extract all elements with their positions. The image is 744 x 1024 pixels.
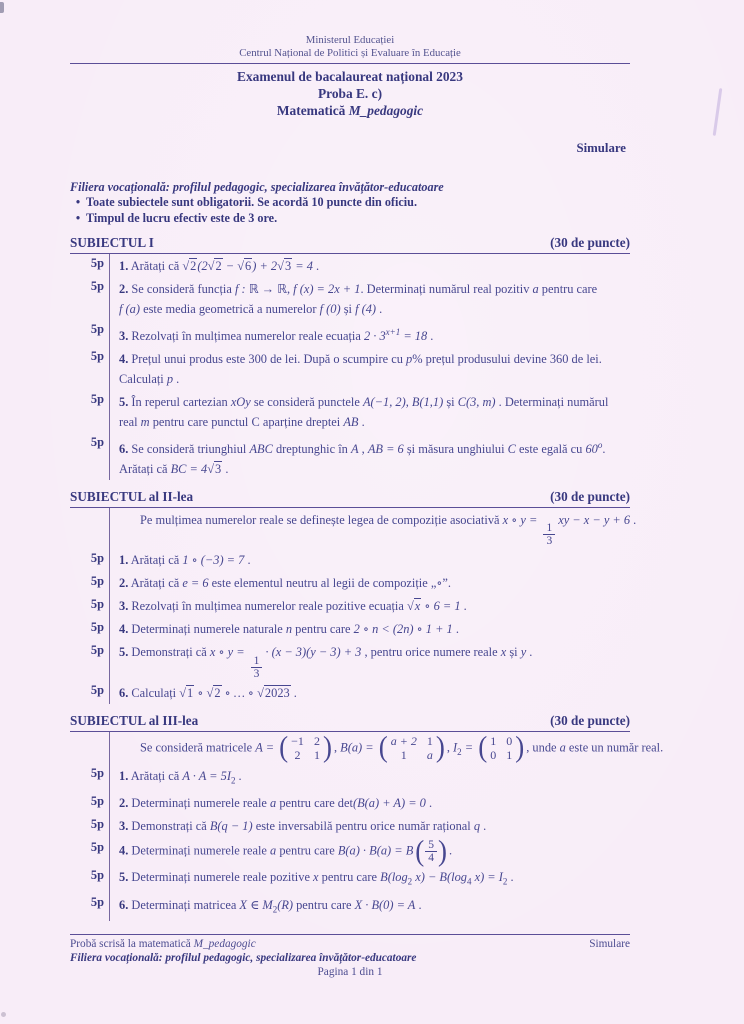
subjects-container bbox=[70, 235, 664, 921]
subject-line bbox=[70, 102, 630, 119]
proba-line: Proba E. c) bbox=[317, 86, 383, 101]
subject-header bbox=[70, 489, 630, 508]
item-text-line: Arătați că BC = 4√3 . bbox=[119, 461, 229, 476]
points-label: 5p bbox=[90, 895, 104, 910]
subject-items bbox=[70, 254, 630, 480]
exam-item-row bbox=[70, 618, 630, 641]
item-text-line: 1. Arătați că √2(2√2 − √6) + 2√3 = 4 . bbox=[119, 258, 320, 273]
footer-proba bbox=[70, 937, 256, 951]
item-text bbox=[109, 866, 630, 893]
fraction: $\frac{1}{3}$ bbox=[251, 655, 263, 680]
sqrt-expression: √3 bbox=[207, 461, 222, 476]
exam-item-row bbox=[70, 549, 630, 572]
filiera-line: Filiera vocațională: profilul pedagogic, specializarea învățător-educatoare bbox=[70, 180, 444, 194]
bullet-icon: • bbox=[75, 195, 81, 209]
points-label: 5p bbox=[90, 793, 104, 808]
points-label: 5p bbox=[90, 435, 104, 450]
points-label: 5p bbox=[90, 816, 104, 831]
points-label: 5p bbox=[90, 596, 104, 611]
points-label: 5p bbox=[90, 766, 104, 781]
sqrt-expression: √2023 bbox=[257, 685, 290, 700]
footer-rule bbox=[70, 934, 630, 935]
center-line: Centrul Național de Politici și Evaluare în Educație bbox=[239, 47, 461, 59]
ministry-line: Ministerul Educației bbox=[305, 34, 395, 46]
exam-item-row bbox=[70, 595, 630, 618]
item-text-line: 3. Rezolvați în mulțimea numerelor reale pozitive ecuația √x ∘ 6 = 1 . bbox=[119, 599, 467, 614]
exam-item-row bbox=[70, 681, 630, 704]
points-label: 5p bbox=[90, 349, 104, 364]
item-text bbox=[109, 508, 636, 548]
footer-page-number: Pagina 1 din 1 bbox=[317, 966, 383, 978]
item-text-line: f (a) este media geometrică a numerelor f (0) și f (4) . bbox=[119, 301, 383, 316]
matrix-2x2: ( 1 0 0 1 ) bbox=[478, 731, 525, 764]
item-text-line: 2. Determinați numerele reale a pentru care det(B(a) + A) = 0 . bbox=[119, 796, 433, 811]
subject-points: (30 de puncte) bbox=[550, 235, 630, 250]
instruction-bullet-1 bbox=[70, 195, 630, 211]
sqrt-expression: √3 bbox=[277, 258, 292, 273]
item-text-line: 4. Determinați numerele reale a pentru care B(a) · B(a) = B ( 5 4 ) . bbox=[119, 834, 453, 867]
item-text-line: 2. Arătați că e = 6 este elementul neutru al legii de compoziție „∘”. bbox=[119, 576, 452, 591]
exam-item-row bbox=[70, 390, 630, 433]
exam-item-row bbox=[70, 277, 630, 320]
subject-section bbox=[70, 713, 664, 920]
subject-points: (30 de puncte) bbox=[550, 489, 630, 505]
pen-mark-artifact bbox=[713, 88, 723, 136]
item-text bbox=[109, 254, 630, 277]
item-text bbox=[109, 641, 630, 681]
footer-line-1 bbox=[70, 937, 630, 951]
item-text-line: 2. Se consideră funcția f : ℝ → ℝ, f (x) = 2x + 1. Determinați numărul real pozitiv a pentru care bbox=[119, 281, 598, 296]
item-text-line: 1. Arătați că $A \cdot A = 5I_2$ . bbox=[119, 768, 242, 786]
document-body bbox=[70, 0, 664, 921]
points-label: 5p bbox=[90, 279, 104, 293]
points-label bbox=[70, 732, 109, 764]
subject-title: SUBIECTUL I bbox=[70, 235, 154, 250]
instruction-text: Toate subiectele sunt obligatorii. Se acordă 10 puncte din oficiu. bbox=[86, 195, 417, 209]
subject-title: SUBIECTUL al III-lea bbox=[70, 713, 199, 729]
exam-item-row bbox=[70, 433, 630, 480]
item-text bbox=[109, 893, 630, 920]
sqrt-expression: √6 bbox=[237, 258, 252, 273]
exam-item-row bbox=[70, 815, 630, 838]
item-text-line: 3. Demonstrați că B(q − 1) este inversabilă pentru orice număr rațional q . bbox=[119, 819, 487, 834]
item-text-line: 5. Demonstrați că x ∘ y = $\frac{1}{3}$ · (x − 3)(y − 3) + 3 , pentru orice numere reale x și y . bbox=[119, 645, 533, 680]
item-text-line: 6. Determinați matricea X ∈ $M_2(R)$ pentru care X · B(0) = A . bbox=[119, 897, 422, 915]
points-label: 5p bbox=[90, 683, 104, 698]
item-text-line: 6. Se consideră triunghiul ABC dreptunghic în A , AB = 6 și măsura unghiului C este egală cu 60$^o$. bbox=[119, 439, 606, 456]
document-header bbox=[70, 34, 630, 156]
matrix-2x2: ( −1 2 2 1 ) bbox=[279, 731, 332, 764]
subject-items bbox=[70, 508, 637, 704]
subject-points: (30 de puncte) bbox=[550, 713, 630, 729]
subject-intro-row bbox=[70, 508, 637, 548]
exam-item-row bbox=[70, 764, 630, 791]
item-text bbox=[109, 390, 630, 433]
points-label bbox=[70, 508, 109, 548]
exam-item-row bbox=[70, 347, 630, 390]
footer-proba-variant: M_pedagogic bbox=[193, 938, 256, 950]
sqrt-expression: √1 bbox=[179, 685, 194, 700]
subject-variant: M_pedagogic bbox=[348, 103, 424, 118]
sqrt-expression: √2 bbox=[207, 258, 222, 273]
item-text-line: Se consideră matricele A = ( −1 2 2 1 ) , B(a) = ( a + 2 1 1 a ) , $I_2$ = ( 1 0 0 1 ) , unde a este un număr real. bbox=[140, 731, 664, 764]
document-footer bbox=[70, 934, 630, 979]
sqrt-expression: √2 bbox=[182, 258, 197, 273]
exam-item-row bbox=[70, 254, 630, 277]
item-text bbox=[109, 815, 630, 838]
exam-item-row bbox=[70, 866, 630, 893]
item-text bbox=[109, 732, 663, 764]
item-text bbox=[109, 320, 630, 347]
footer-session-label: Simulare bbox=[589, 938, 630, 950]
item-text-line: 4. Prețul unui produs este 300 de lei. După o scumpire cu p% prețul produsului devine 360 de lei. bbox=[119, 351, 602, 366]
item-text bbox=[109, 764, 630, 791]
exam-item-row bbox=[70, 893, 630, 920]
item-text-line: 4. Determinați numerele naturale n pentru care 2 ∘ n < (2n) ∘ 1 + 1 . bbox=[119, 622, 459, 637]
points-label: 5p bbox=[90, 256, 104, 270]
fraction: $\frac{1}{3}$ bbox=[543, 522, 555, 547]
item-text-line: 3. Rezolvați în mulțimea numerelor reale ecuația $2 \cdot 3^{x+1} = 18$ . bbox=[119, 326, 434, 343]
item-text bbox=[109, 549, 630, 572]
subject-section bbox=[70, 235, 630, 480]
item-text bbox=[109, 681, 630, 704]
scan-smudge-bottom-left bbox=[1, 1012, 6, 1017]
item-text-line: Calculați p . bbox=[119, 371, 180, 386]
points-label: 5p bbox=[90, 322, 104, 336]
exam-title: Examenul de bacalaureat național 2023 bbox=[237, 69, 463, 84]
header-rule bbox=[70, 63, 630, 64]
fraction: 5 4 bbox=[425, 839, 437, 864]
item-text bbox=[109, 347, 630, 390]
exam-item-row bbox=[70, 320, 630, 347]
subject-title: SUBIECTUL al II-lea bbox=[70, 489, 194, 505]
bullet-icon: • bbox=[75, 210, 81, 225]
subject-name: Matematică bbox=[276, 103, 349, 118]
item-text bbox=[109, 433, 630, 480]
subject-section bbox=[70, 489, 637, 704]
exam-item-row bbox=[70, 641, 630, 681]
item-text-line: real m pentru care punctul C aparține dreptei AB . bbox=[119, 414, 365, 429]
item-text bbox=[109, 572, 630, 595]
points-label: 5p bbox=[90, 839, 104, 854]
points-label: 5p bbox=[90, 867, 104, 882]
item-text bbox=[109, 792, 630, 815]
points-label: 5p bbox=[90, 619, 104, 634]
exam-item-row bbox=[70, 572, 630, 595]
points-label: 5p bbox=[90, 573, 104, 588]
instruction-bullet-2 bbox=[70, 211, 630, 227]
subject-header bbox=[70, 713, 630, 732]
subject-header bbox=[70, 235, 630, 254]
sqrt-expression: √2 bbox=[206, 685, 221, 700]
exam-item-row bbox=[70, 834, 630, 867]
item-text bbox=[109, 834, 630, 867]
subject-items bbox=[70, 731, 664, 920]
exam-item-row bbox=[70, 792, 630, 815]
scan-smudge-top-left bbox=[0, 2, 4, 13]
item-text bbox=[109, 618, 630, 641]
points-label: 5p bbox=[90, 392, 104, 407]
item-text-line: 5. În reperul cartezian xOy se consideră punctele A(−1, 2), B(1,1) și C(3, m) . Determinați numărul bbox=[119, 394, 609, 409]
matrix-2x2: ( a + 2 1 1 a ) bbox=[378, 731, 445, 764]
item-text-line: 5. Determinați numerele reale pozitive x pentru care $B(\log_2$ $x) - B(\log_4$ $x) = I_2$ . bbox=[119, 870, 514, 887]
instruction-text: Timpul de lucru efectiv este de 3 ore. bbox=[86, 210, 278, 225]
item-text-line: Pe mulțimea numerelor reale se definește legea de compoziție asociativă x ∘ y = $\frac{1}{3}$ xy − x − y + 6 . bbox=[140, 512, 637, 548]
footer-proba-text: Probă scrisă la matematică bbox=[70, 938, 194, 950]
parenthesized-fraction: ( 5 4 ) bbox=[415, 834, 448, 867]
subject-intro-row bbox=[70, 731, 664, 764]
points-label: 5p bbox=[90, 550, 104, 565]
points-label: 5p bbox=[90, 642, 104, 657]
exam-notice bbox=[70, 180, 630, 226]
sqrt-expression: √x bbox=[406, 599, 421, 614]
footer-filiera: Filiera vocațională: profilul pedagogic, specializarea învățător-educatoare bbox=[70, 952, 417, 964]
item-text bbox=[109, 595, 630, 618]
item-text-line: 6. Calculați √1 ∘ √2 ∘ … ∘ √2023 . bbox=[119, 685, 297, 700]
item-text-line: 1. Arătați că 1 ∘ (−3) = 7 . bbox=[119, 553, 251, 568]
session-label: Simulare bbox=[576, 141, 626, 155]
item-text bbox=[109, 277, 630, 320]
